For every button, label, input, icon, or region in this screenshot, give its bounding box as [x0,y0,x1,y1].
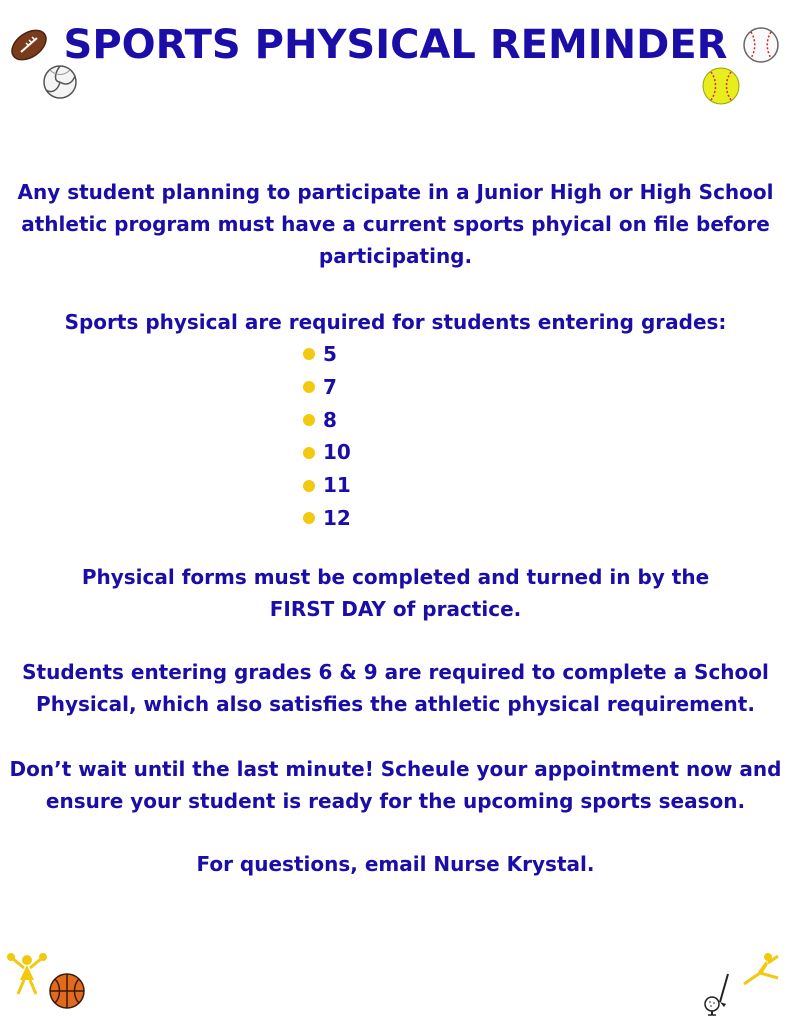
gymnast-icon [738,950,782,990]
basketball-icon [48,972,86,1010]
grade-value: 12 [323,505,351,530]
forms-line: FIRST DAY of practice. [269,597,522,621]
intro-line: Any student planning to participate in a Junior High or High School [17,180,774,204]
golf-icon [700,972,736,1016]
grade-value: 5 [323,342,337,366]
list-item [303,469,351,502]
football-icon [8,26,50,64]
contact-text: For questions, email Nurse Krystal. [196,852,595,876]
softball-icon [701,66,741,106]
page-title: SPORTS PHYSICAL REMINDER [63,22,728,68]
reminder-line: ensure your student is ready for the upcoming sports season. [45,789,746,813]
list-item [303,436,351,469]
school-physical-line: Physical, which also satisfies the athletic physical requirement. [36,692,755,716]
forms-line: Physical forms must be completed and turned in by the [81,565,710,589]
intro-paragraph [0,176,791,272]
bullet-icon [303,381,315,393]
school-physical-paragraph [0,656,791,720]
list-item [303,338,351,371]
grade-value: 7 [323,374,337,399]
intro-line: athletic program must have a current sports phyical on file before [21,212,770,236]
school-physical-line: Students entering grades 6 & 9 are required to complete a School [22,660,769,684]
reminder-line: Don’t wait until the last minute! Scheule your appointment now and [9,757,782,781]
list-item [303,502,351,535]
grades-list [303,338,351,535]
grade-value: 11 [323,473,351,498]
bullet-icon [303,348,315,360]
reminder-paragraph [0,753,791,817]
forms-paragraph [0,561,791,625]
list-item [303,371,351,404]
list-item [303,404,351,437]
grades-heading [0,306,791,338]
bullet-icon [303,414,315,426]
grade-value: 8 [323,407,337,432]
grades-heading-text: Sports physical are required for students entering grades: [64,310,727,334]
contact-paragraph [0,848,791,880]
bullet-icon [303,447,315,459]
volleyball-icon [42,64,78,100]
cheerleader-icon [6,950,48,998]
baseball-icon [742,26,780,64]
bullet-icon [303,480,315,492]
grade-value: 10 [323,440,351,465]
intro-line: participating. [318,244,473,268]
bullet-icon [303,512,315,524]
